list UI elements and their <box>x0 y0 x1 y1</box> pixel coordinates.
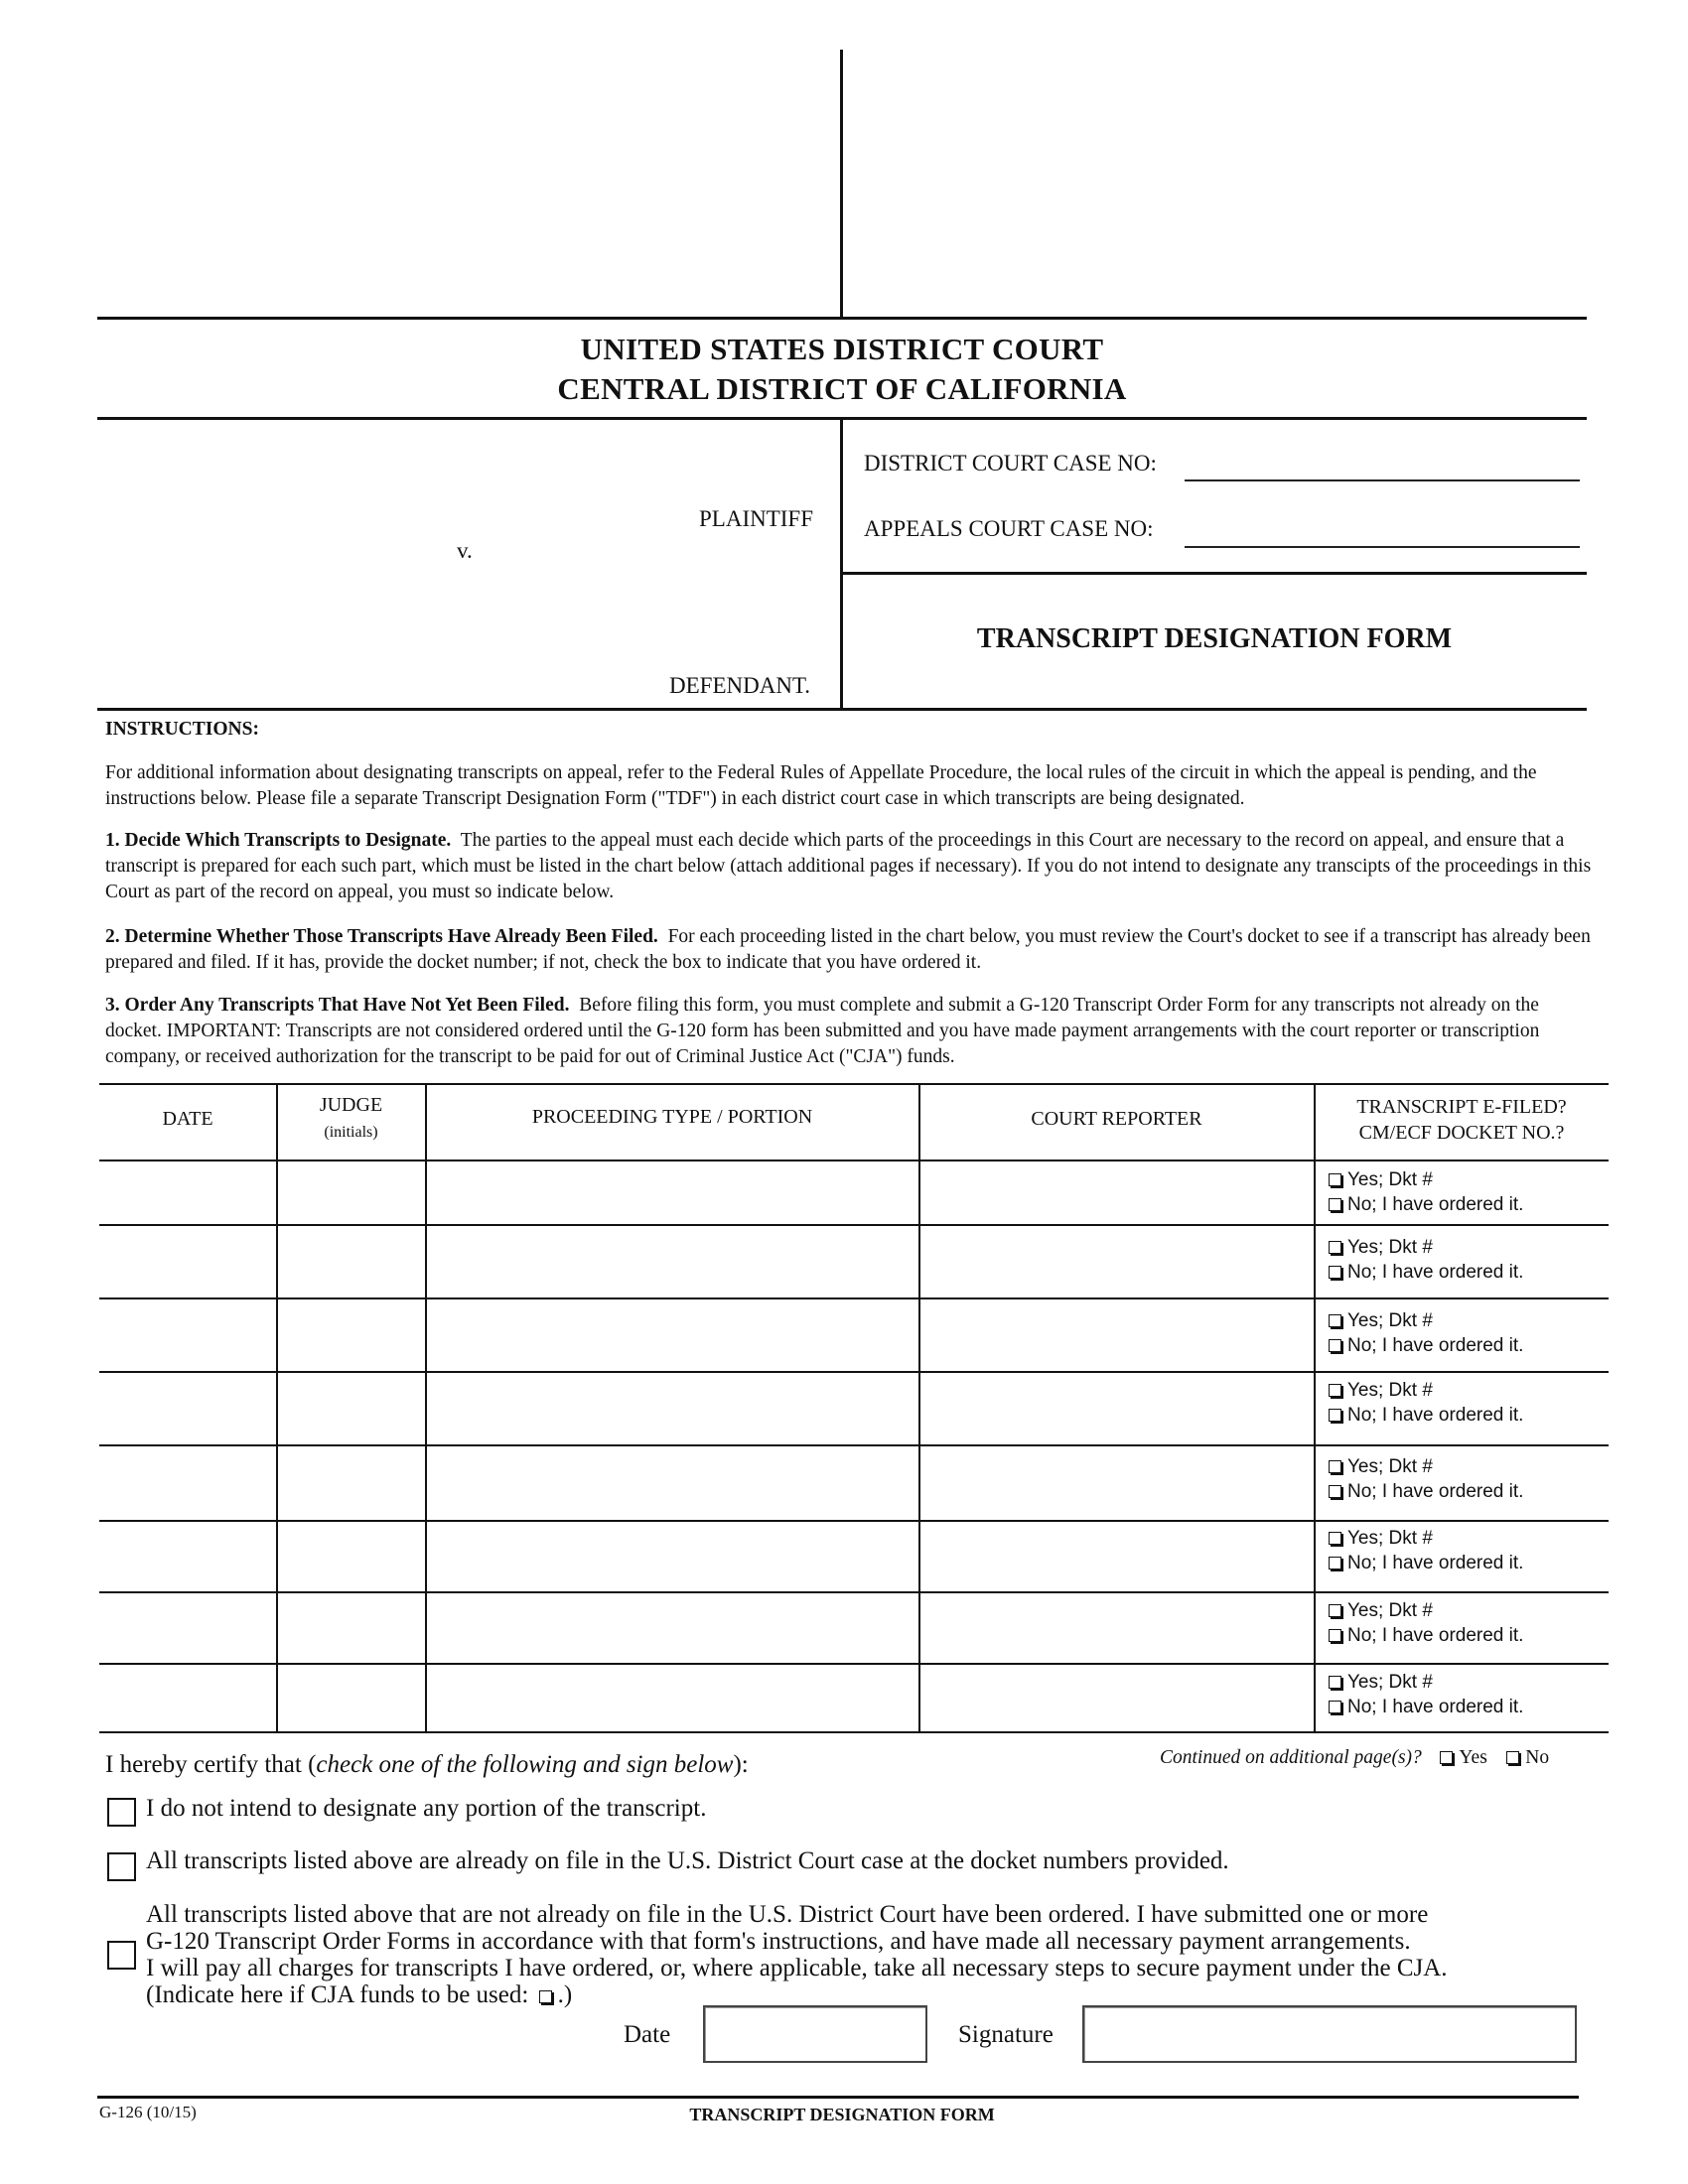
certify-opt3-line2: G-120 Transcript Order Forms in accordance with that form's instructions, and have made all necessary payment arrangements. <box>146 1928 1411 1955</box>
table-row <box>1329 1235 1523 1285</box>
certify-opt2-text: All transcripts listed above are already on file in the U.S. District Court case at the docket numbers provided. <box>146 1847 1229 1874</box>
continued-yes-label: Yes <box>1459 1747 1487 1768</box>
footer-rule <box>97 2096 1579 2099</box>
date-field[interactable] <box>703 2005 927 2063</box>
yes-checkbox[interactable] <box>1329 1241 1341 1254</box>
col-header-date: DATE <box>162 1108 213 1130</box>
continued-pages <box>1160 1747 1549 1769</box>
instructions-step2 <box>105 924 1595 976</box>
court-name-line2: CENTRAL DISTRICT OF CALIFORNIA <box>557 371 1127 406</box>
table-row <box>1329 1308 1523 1358</box>
col-header-reporter: COURT REPORTER <box>1031 1108 1202 1130</box>
instructions-intro-text: For additional information about designating transcripts on appeal, refer to the Federal Rules of Appellate Procedure, the local rules of the circuit in which the appeal is pending, and the instructions below. Please file a separate Transcript Designation Form ("TDF") in each district court case in which transcripts are being designated. <box>105 762 1537 809</box>
no-label: No; I have ordered it. <box>1347 1262 1524 1283</box>
no-checkbox[interactable] <box>1329 1701 1341 1713</box>
appeals-case-field[interactable] <box>1185 546 1580 548</box>
step2-body: For each proceeding listed in the chart below, you must review the Court's docket to see if a transcript has already been prepared and filed. If it has, provide the docket number; if not, check the box to indicate that you have ordered it. <box>105 926 1591 973</box>
table-row <box>1329 1526 1523 1575</box>
certify-lead-italic: check one of the following and sign below <box>316 1751 734 1778</box>
certify-opt3-line4a: (Indicate here if CJA funds to be used: <box>146 1981 529 2008</box>
no-checkbox[interactable] <box>1329 1339 1341 1352</box>
signature-label: Signature <box>958 2021 1054 2048</box>
col-header-transcript-2: CM/ECF DOCKET NO.? <box>1358 1122 1565 1144</box>
step2-title: 2. Determine Whether Those Transcripts Have Already Been Filed. <box>105 926 658 947</box>
step3-title: 3. Order Any Transcripts That Have Not Yet Been Filed. <box>105 995 570 1016</box>
instructions-heading: INSTRUCTIONS: <box>105 719 259 740</box>
row-rule <box>99 1444 1609 1446</box>
district-case-field[interactable] <box>1185 479 1580 481</box>
court-name-line1: UNITED STATES DISTRICT COURT <box>580 332 1104 366</box>
date-label: Date <box>624 2021 671 2048</box>
case-no-rule <box>842 572 1587 575</box>
yes-label: Yes; Dkt # <box>1347 1672 1433 1693</box>
col-header-judge-label: JUDGE <box>319 1094 383 1116</box>
certify-opt3-line3: I will pay all charges for transcripts I have ordered, or, where applicable, take all necessary steps to secure payment under the CJA. <box>146 1955 1448 1981</box>
table-rule-top <box>99 1083 1609 1085</box>
certify-lead-start: I hereby certify that ( <box>105 1751 317 1778</box>
footer-form-code: G-126 (10/15) <box>99 2103 197 2121</box>
versus-label: v. <box>457 538 473 563</box>
step1-body: The parties to the appeal must each decide which parts of the proceedings in this Court are necessary to the record on appeal, and ensure that a transcript is prepared for each such part, which must be listed in the chart below (attach additional pages if necessary). If you do not intend to designate any transcipts of the proceedings in this Court as part of the record on appeal, you must so indicate below. <box>105 830 1592 902</box>
table-rule-bottom <box>99 1731 1609 1733</box>
certify-opt3-text <box>146 1901 1448 2008</box>
certify-lead <box>105 1751 749 1779</box>
table-row <box>1329 1670 1523 1719</box>
no-checkbox[interactable] <box>1329 1485 1341 1498</box>
no-label: No; I have ordered it. <box>1347 1194 1524 1215</box>
col-sep-2 <box>425 1083 427 1731</box>
col-sep-1 <box>276 1083 278 1731</box>
yes-label: Yes; Dkt # <box>1347 1237 1433 1258</box>
table-row <box>1329 1598 1523 1648</box>
no-checkbox[interactable] <box>1329 1266 1341 1279</box>
certify-opt3-line4b: .) <box>557 1981 573 2008</box>
instructions-step3 <box>105 993 1595 1070</box>
caption-divider <box>840 418 843 710</box>
no-label: No; I have ordered it. <box>1347 1553 1524 1573</box>
yes-checkbox[interactable] <box>1329 1532 1341 1545</box>
continued-yes-checkbox[interactable] <box>1440 1751 1453 1764</box>
yes-checkbox[interactable] <box>1329 1676 1341 1689</box>
col-header-transcript-1: TRANSCRIPT E-FILED? <box>1356 1096 1567 1118</box>
table-row <box>1329 1167 1523 1217</box>
signature-field[interactable] <box>1082 2005 1577 2063</box>
caption-rule-bottom <box>97 708 1587 711</box>
yes-label: Yes; Dkt # <box>1347 1456 1433 1477</box>
yes-label: Yes; Dkt # <box>1347 1380 1433 1401</box>
no-label: No; I have ordered it. <box>1347 1697 1524 1717</box>
yes-label: Yes; Dkt # <box>1347 1528 1433 1549</box>
yes-checkbox[interactable] <box>1329 1460 1341 1473</box>
header-divider <box>840 50 843 318</box>
row-rule <box>99 1371 1609 1373</box>
step1-title: 1. Decide Which Transcripts to Designate. <box>105 830 452 851</box>
footer-form-name: TRANSCRIPT DESIGNATION FORM <box>689 2105 995 2124</box>
no-checkbox[interactable] <box>1329 1198 1341 1211</box>
instructions-step1 <box>105 828 1595 905</box>
no-checkbox[interactable] <box>1329 1629 1341 1642</box>
cja-funds-checkbox[interactable] <box>539 1990 552 2003</box>
no-label: No; I have ordered it. <box>1347 1625 1524 1646</box>
yes-label: Yes; Dkt # <box>1347 1600 1433 1621</box>
col-header-judge-sub: (initials) <box>324 1124 378 1141</box>
defendant-label: DEFENDANT. <box>669 673 811 698</box>
col-sep-4 <box>1314 1083 1316 1731</box>
row-rule <box>99 1663 1609 1665</box>
form-title: TRANSCRIPT DESIGNATION FORM <box>976 623 1453 654</box>
certify-opt3-line1: All transcripts listed above that are not already on file in the U.S. District Court have been ordered. I have submitted one or more <box>146 1901 1429 1928</box>
header-rule-top <box>97 317 1587 320</box>
col-header-judge <box>277 1092 425 1146</box>
continued-no-checkbox[interactable] <box>1506 1751 1519 1764</box>
yes-label: Yes; Dkt # <box>1347 1310 1433 1331</box>
certify-opt1-checkbox[interactable] <box>107 1798 136 1827</box>
district-case-label: DISTRICT COURT CASE NO: <box>864 451 1157 476</box>
col-sep-3 <box>918 1083 920 1731</box>
no-label: No; I have ordered it. <box>1347 1405 1524 1426</box>
instructions-intro <box>105 760 1595 812</box>
certify-lead-end: ): <box>733 1751 749 1778</box>
no-label: No; I have ordered it. <box>1347 1481 1524 1502</box>
certify-opt1-text: I do not intend to designate any portion of the transcript. <box>146 1795 707 1822</box>
no-label: No; I have ordered it. <box>1347 1335 1524 1356</box>
table-row <box>1329 1454 1523 1504</box>
appeals-case-label: APPEALS COURT CASE NO: <box>864 516 1154 541</box>
yes-checkbox[interactable] <box>1329 1173 1341 1186</box>
continued-label: Continued on additional page(s)? <box>1160 1747 1422 1768</box>
yes-checkbox[interactable] <box>1329 1314 1341 1327</box>
table-rule-header <box>99 1160 1609 1161</box>
row-rule <box>99 1297 1609 1299</box>
col-header-transcript <box>1315 1094 1609 1146</box>
yes-checkbox[interactable] <box>1329 1384 1341 1397</box>
yes-label: Yes; Dkt # <box>1347 1169 1433 1190</box>
step3-body: Before filing this form, you must complete and submit a G-120 Transcript Order Form for any transcripts not already on the docket. IMPORTANT: Transcripts are not considered ordered until the G-120 form has been submitted and you have made payment arrangements with the court reporter or transcription company, or received authorization for the transcript to be paid for out of Criminal Justice Act ("CJA") funds. <box>105 995 1540 1067</box>
table-row <box>1329 1378 1523 1428</box>
certify-opt3-checkbox[interactable] <box>107 1941 136 1970</box>
no-checkbox[interactable] <box>1329 1557 1341 1570</box>
no-checkbox[interactable] <box>1329 1409 1341 1422</box>
row-rule <box>99 1520 1609 1522</box>
row-rule <box>99 1224 1609 1226</box>
plaintiff-label: PLAINTIFF <box>699 506 814 531</box>
yes-checkbox[interactable] <box>1329 1604 1341 1617</box>
certify-opt2-checkbox[interactable] <box>107 1852 136 1881</box>
row-rule <box>99 1591 1609 1593</box>
continued-no-label: No <box>1525 1747 1550 1768</box>
col-header-proceeding: PROCEEDING TYPE / PORTION <box>531 1106 813 1128</box>
